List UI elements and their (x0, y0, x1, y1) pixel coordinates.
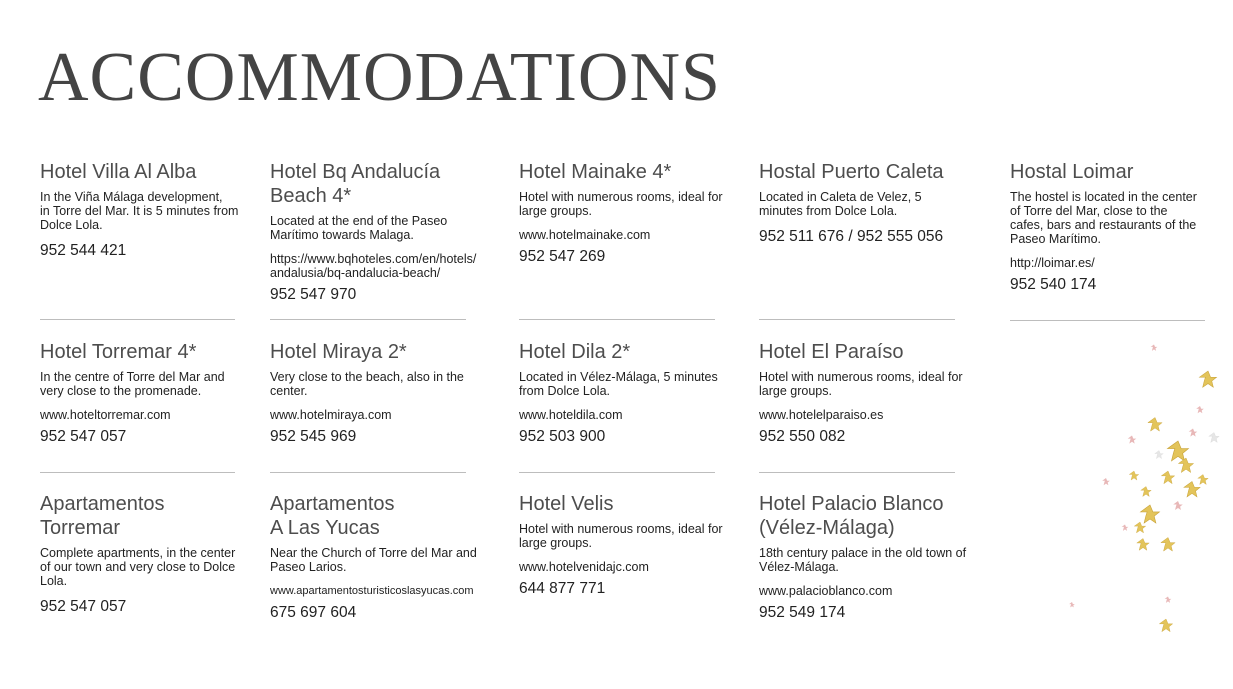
hotel-card-dila (519, 340, 739, 446)
hotel-name: Hotel Bq Andalucía Beach 4* (270, 161, 441, 207)
hotel-phone: 952 550 082 (759, 428, 846, 445)
hotel-phone: 952 540 174 (1010, 276, 1097, 293)
divider (519, 472, 715, 473)
hotel-name: Hotel El Paraíso (759, 341, 904, 363)
divider (759, 472, 955, 473)
hotel-card-loimar (1010, 160, 1215, 294)
hotel-phone: 952 545 969 (270, 428, 357, 445)
hotel-name: Hotel Miraya 2* (270, 341, 407, 363)
hotel-description: Near the Church of Torre del Mar and Paseo Larios. (270, 546, 477, 574)
divider (759, 319, 955, 320)
hotel-phone: 644 877 771 (519, 580, 606, 597)
hotel-website-link[interactable]: www.palacioblanco.com (759, 584, 893, 598)
hotel-description: In the centre of Torre del Mar and very close to the promenade. (40, 370, 225, 398)
hotel-card-palacio-blanco (759, 492, 989, 622)
hotel-phone: 952 511 676 / 952 555 056 (759, 228, 944, 245)
hotel-description: 18th century palace in the old town of Vélez-Málaga. (759, 546, 967, 574)
hotel-description: Located in Caleta de Velez, 5 minutes from Dolce Lola. (759, 190, 922, 218)
hotel-card-miraya (270, 340, 490, 446)
hotel-name: Hostal Loimar (1010, 161, 1134, 183)
hotel-phone: 952 547 970 (270, 286, 357, 303)
divider (40, 472, 235, 473)
hotel-description: Hotel with numerous rooms, ideal for large groups. (519, 190, 723, 218)
hotel-name: Apartamentos Torremar (40, 493, 165, 539)
decorative-stars-icon (1060, 330, 1233, 685)
hotel-name: Hotel Torremar 4* (40, 341, 197, 363)
hotel-phone: 952 547 057 (40, 428, 127, 445)
hotel-description: Hotel with numerous rooms, ideal for large groups. (759, 370, 963, 398)
hotel-card-puerto-caleta (759, 160, 979, 246)
hotel-phone: 952 549 174 (759, 604, 846, 621)
hotel-card-bq-andalucia (270, 160, 505, 304)
hotel-website-link[interactable]: www.hotelmiraya.com (270, 408, 392, 422)
divider (270, 319, 466, 320)
hotel-name: Hotel Dila 2* (519, 341, 631, 363)
hotel-description: Located at the end of the Paseo Marítimo towards Malaga. (270, 214, 448, 242)
hotel-website-link[interactable]: https://www.bqhoteles.com/en/hotels/ andalusia/bq-andalucia-beach/ (270, 252, 477, 280)
hotel-phone: 952 544 421 (40, 242, 127, 259)
hotel-website-link[interactable]: www.hoteldila.com (519, 408, 623, 422)
hotel-description: Complete apartments, in the center of our town and very close to Dolce Lola. (40, 546, 236, 588)
hotel-website-link[interactable]: www.apartamentosturisticoslasyucas.com (270, 585, 474, 597)
hotel-name: Hotel Palacio Blanco (Vélez-Málaga) (759, 493, 944, 539)
hotel-description: In the Viña Málaga development, in Torre del Mar. It is 5 minutes from Dolce Lola. (40, 190, 239, 232)
hotel-name: Hostal Puerto Caleta (759, 161, 944, 183)
hotel-website-link[interactable]: www.hotelvenidajc.com (519, 560, 649, 574)
hotel-card-las-yucas (270, 492, 505, 622)
hotel-phone: 675 697 604 (270, 604, 357, 621)
divider (519, 319, 715, 320)
hotel-website-link[interactable]: www.hoteltorremar.com (40, 408, 171, 422)
divider (270, 472, 466, 473)
hotel-website-link[interactable]: www.hotelmainake.com (519, 228, 651, 242)
divider (40, 319, 235, 320)
hotel-phone: 952 547 057 (40, 598, 127, 615)
hotel-name: Hotel Villa Al Alba (40, 161, 197, 183)
hotel-card-el-paraiso (759, 340, 979, 446)
page-title: ACCOMMODATIONS (38, 39, 721, 116)
hotel-description: Hotel with numerous rooms, ideal for large groups. (519, 522, 723, 550)
hotel-description: The hostel is located in the center of Torre del Mar, close to the cafes, bars and restaurants of the Paseo Marítimo. (1010, 190, 1197, 246)
divider (1010, 320, 1205, 321)
hotel-phone: 952 503 900 (519, 428, 606, 445)
hotel-name: Hotel Mainake 4* (519, 161, 672, 183)
hotel-description: Located in Vélez-Málaga, 5 minutes from Dolce Lola. (519, 370, 718, 398)
hotel-card-velis (519, 492, 739, 598)
hotel-name: Hotel Velis (519, 493, 614, 515)
hotel-description: Very close to the beach, also in the center. (270, 370, 464, 398)
hotel-phone: 952 547 269 (519, 248, 606, 265)
hotel-card-mainake (519, 160, 739, 266)
hotel-card-villa-al-alba (40, 160, 255, 260)
hotel-website-link[interactable]: http://loimar.es/ (1010, 256, 1095, 270)
hotel-card-apartamentos-torremar (40, 492, 255, 616)
hotel-name: Apartamentos A Las Yucas (270, 493, 395, 539)
hotel-card-torremar (40, 340, 255, 446)
hotel-website-link[interactable]: www.hotelelparaiso.es (759, 408, 884, 422)
